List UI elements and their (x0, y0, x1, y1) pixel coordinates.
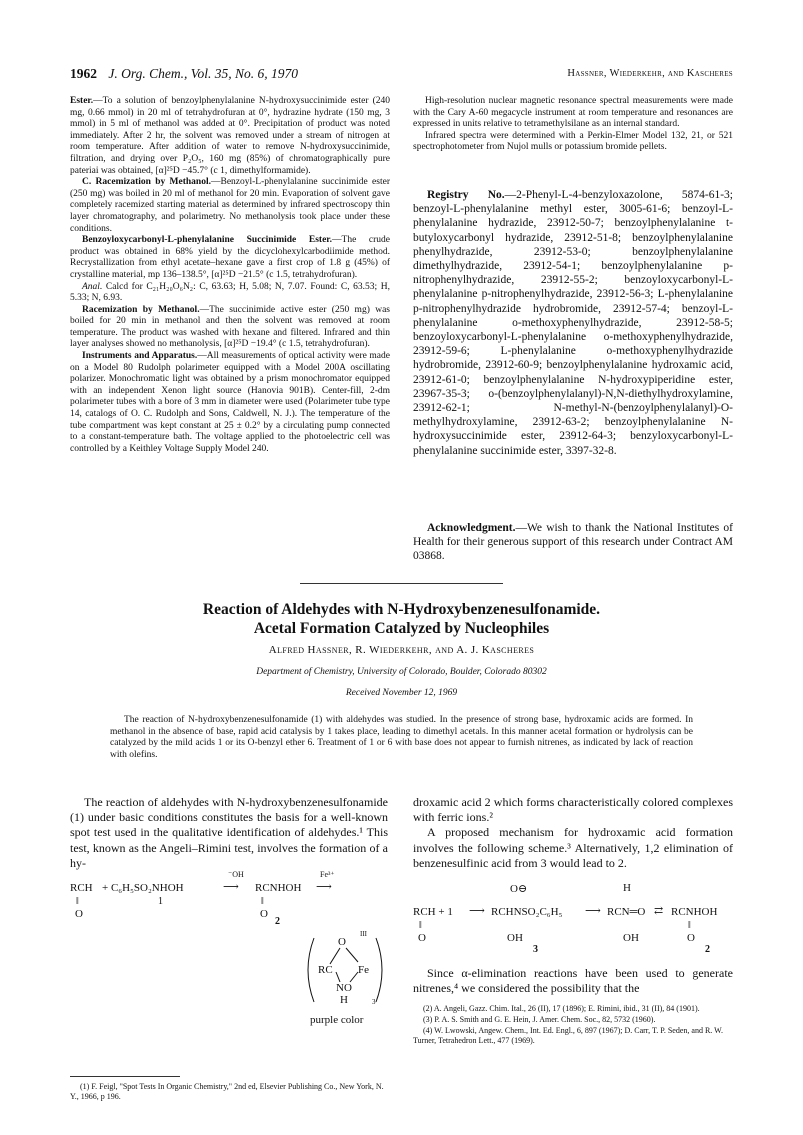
complex-caption: purple color (310, 1014, 364, 1026)
eq2-label-3: 3 (533, 944, 538, 955)
eq1-label-1: 1 (158, 896, 163, 907)
footnote-3: (3) P. A. S. Smith and G. E. Hein, J. Amer. Chem. Soc., 82, 5732 (1960). (423, 1015, 656, 1024)
footnote-rule-left (70, 1076, 180, 1077)
article-title: Reaction of Aldehydes with N-Hydroxybenzenesulfonamide. Acetal Formation Catalyzed by Nucleophiles (202, 601, 601, 637)
eq1-label-2: 2 (275, 916, 280, 927)
affiliation: Department of Chemistry, University of Colorado, Boulder, Colorado 80302 (256, 667, 547, 677)
registry-text: —2-Phenyl-L-4-benzyloxazolone, 5874-61-3; benzoyl-L-phenylalanine methyl ester, 3005-61-6; benzoyl-L-phenylalanine hydrazide, 23912-50-7; benzoylphenylalanine t-butyloxycarbonyl hydrazide, 23912-51-8; benzoylphenylalanine phenylhydrazide, 23912-53-0; benzoylphenylalanine dimethylhydrazide, 23912-54-1; benzoylphenylalanine p-nitrophenylhydrazide, 23912-55-2; benzoyloxycarbonyl-L-phenylalanine p-nitrophenylhydrazide, 23912-56-3; L-phenylalanine p-nitrophenylhydrazide hydrobromide, 23912-57-4; benzoyl-L-phenylalanine o-methoxyphenylhydrazide, 23912-58-5; benzoyloxycarbonyl-L-phenylalanine o-methoxyphenylhydrazide, 23912-59-6; L-phenylalanine o-methoxyphenylhydrazide hydrobromide, 23912-60-9; benzoylphenylalanine hydroxamic acid, 23912-61-0; benzoylphenylalanine N-hydroxypiperidine ester, 23967-35-3; o-(benzoylphenylalanyl)-N,N-diethylhydroxylamine, 23912-62-1; N-methyl-N-(benzoylphenylalanyl)-O-methylhydroxylamine, 23912-63-2; benzoylphenylalanine N-hydroxysuccinimide ester, 23912-64-3; benzyloxycarbonyl-L-phenylalanine succinimide ester, 3397-32-8. (413, 189, 733, 457)
paragraph-nmr: High-resolution nuclear magnetic resonance spectral measurements were made with the Cary A-60 megacycle instrument at room temperature and resonances are expressed in units relative to tetramethylsilane as an internal standard. (413, 96, 733, 130)
section-divider (300, 583, 503, 584)
registry-heading: Registry No. (427, 189, 505, 201)
paragraph-ester: Ester.—To a solution of benzoylphenylalanine N-hydroxysuccinimide ester (240 mg, 0.66 mmol) in 20 ml of tetrahydrofuran at 0°, hydrazine hydrate (150 mg, 3 mmol) in 5 ml of methanol was added at 0°. Precipitation of product was noted immediately. After 2 hr, the solvent was removed under a stream of nitrogen at room temperature. After addition of water to remove N-hydroxysuccinimide, filtration, and drying over P₂O₅, 160 mg (85%) of chromatographically pure pateriai was obtained, [α]²⁵D −45.7° (c 1, dimethylformamide). (70, 96, 390, 176)
paragraph-analysis: Anal. Calcd for C₂₁H₂₀O₆N₂: C, 63.63; H, 5.08; N, 7.07. Found: C, 63.53; H, 5.33; N, 6.93. (70, 281, 390, 304)
eq1-arrow-2: ⟶ (316, 881, 332, 893)
abstract: The reaction of N-hydroxybenzenesulfonamide (1) with aldehydes was studied. In the presence of strong base, hydroxamic acids are formed. In methanol in the absence of base, rapid acid catalysis by 1 takes place, leading to dimethyl acetals. In this manner acetal formation or hydrolysis can be catalyzed by the mild acids 1 or its O-benzyl ether 6. Treatment of 1 or 6 with base does not appear to furnish nitrenes, as indicated by lack of reaction with olefins. (110, 715, 693, 760)
experimental-left-column (70, 96, 390, 455)
experimental-right-column (413, 96, 733, 154)
eq2-label-2: 2 (705, 944, 710, 955)
paragraph-infrared: Infrared spectra were determined with a Perkin-Elmer Model 132, 21, or 521 spectrophotometer from Nujol mulls or potassium bromide pellets. (413, 130, 733, 153)
eq2-reactants: RCH + 1 (413, 906, 453, 918)
mechanism-paragraph: A proposed mechanism for hydroxamic acid formation involves the following scheme.³ Alternatively, 1,2 elimination of benzenesulfinic acid from 3 would lead to 2. (413, 825, 733, 870)
iron-complex-structure: O III RC Fe NO H 3 purple color (300, 930, 390, 1026)
page-number: 1962 (70, 66, 97, 81)
eq1-aldehyde: RCH (70, 882, 93, 894)
body-left-column (70, 795, 388, 871)
eq1-reagent: + C₆H₅SO₂NHOH (102, 882, 184, 894)
paragraph-instruments: Instruments and Apparatus.—All measurements of optical activity were made on a Model 80 Rudolph polarimeter equipped with a Model 200A oscillating polarizer. Monochromatic light was obtained by a prism monochromator equipped with an independent Xenon light source (Hanovia 901B). Center-fill, 2-dm polarimeter tubes with a bore of 3 mm in diameter were used (Polarimeter tube type 14, catalogs of O. C. Rudolph and Sons, Caldwell, N. J.). The temperature of the tube compartment was kept constant at 25 ± 0.2° by a circulating pump connected to a constant-temperature bath. The voltage applied to the photoelectric cell was controlled by a Keithley Voltage Supply Model 240. (70, 351, 390, 454)
eq2-intermediate-3: RCHNSO₂C₆H₅ (491, 906, 563, 918)
eq2-nitroso: RCN═O (607, 906, 646, 918)
footnote-2: (2) A. Angeli, Gazz. Chim. Ital., 26 (II), 17 (1896); E. Rimini, ibid., 31 (II), 84 (1901). (423, 1004, 700, 1013)
acknowledgment-text: —We wish to thank the National Institutes of Health for their generous support of this research under Contract AM 03868. (413, 522, 733, 563)
equation-2-scheme: O⊖ H RCH + 1 ⟶ RCHNSO₂C₆H₅ ⟶ RCN═O ⇄ RCNHOH ‖ O OH OH ‖ O 3 2 (413, 882, 718, 955)
running-header-left (70, 66, 298, 82)
acknowledgment (413, 521, 733, 564)
paragraph-racemization-methanol: Racemization by Methanol.—The succinimide active ester (250 mg) was boiled for 20 min in methanol and then the solvent was removed at room temperature. The product was washed with hexane and filtered. Infrared and thin layer analyses showed no methanolysis, [α]²⁵D −19.4° (c 1.5, tetrahydrofuran). (70, 304, 390, 350)
intro-paragraph: The reaction of aldehydes with N-hydroxybenzenesulfonamide (1) under basic conditions constitutes the basis for a well-known spot test used in the qualitative identification of aldehydes.¹ This test, known as the Angeli–Rimini test, involves the formation of a hy- (70, 795, 388, 870)
acknowledgment-heading: Acknowledgment. (427, 522, 516, 534)
journal-citation: J. Org. Chem., Vol. 35, No. 6, 1970 (108, 66, 298, 81)
paragraph-racemization-c: C. Racemization by Methanol.—Benzoyl-L-phenylalanine succinimide ester (250 mg) was boiled in 20 ml of methanol for 20 min. Evaporation of solvent gave completely racemized starting material as determined by infrared spectroscopy thin layer chromatography, and polarimetry. No methanolysis took place under these conditions. (70, 177, 390, 234)
eq1-arrow: ⟶ (223, 881, 239, 893)
eq1-product: RCNHOH (255, 882, 302, 894)
equation-1: RCH ‖ O + C₆H₅SO₂NHOH 1 ⁻OH ⟶ RCNHOH ‖ O 2 Fe³⁺ ⟶ (70, 870, 335, 927)
registry-numbers (413, 188, 733, 458)
received-date: Received November 12, 1969 (345, 688, 458, 698)
nitrene-paragraph: Since α-elimination reactions have been used to generate nitrenes,⁴ we considered the possibility that the (413, 966, 733, 996)
eq2-hydroxamic-acid: RCNHOH (671, 906, 718, 918)
body-right-continued (413, 966, 733, 996)
hydroxamic-paragraph: droxamic acid 2 which forms characteristically colored complexes with ferric ions.² (413, 795, 733, 825)
footnotes-right (413, 1004, 733, 1047)
paragraph-succinimide-ester: Benzoyloxycarbonyl-L-phenylalanine Succinimide Ester.—The crude product was obtained in 68% yield by the dicyclohexylcarbodiimide method. Recrystallization from ethyl acetate–hexane gave a first crop of 1.8 g (45%) of crystalline material, mp 136–138.5°, [α]²⁵D −21.5° (c 1.5, tetrahydrofuran). (70, 235, 391, 280)
running-header-authors: Hassner, Wiederkehr, and Kascheres (567, 68, 733, 79)
footnote-4: (4) W. Lwowski, Angew. Chem., Int. Ed. Engl., 6, 897 (1967); D. Carr, T. P. Seden, and R. W. Turner, Tetrahedron Lett., 477 (1969). (413, 1026, 723, 1045)
body-right-column (413, 795, 733, 871)
footnote-1: (1) F. Feigl, "Spot Tests In Organic Chemistry," 2nd ed, Elsevier Publishing Co., New York, N. Y., 1966, p 196. (70, 1082, 384, 1101)
article-authors: Alfred Hassner, R. Wiederkehr, and A. J. Kascheres (268, 644, 535, 656)
